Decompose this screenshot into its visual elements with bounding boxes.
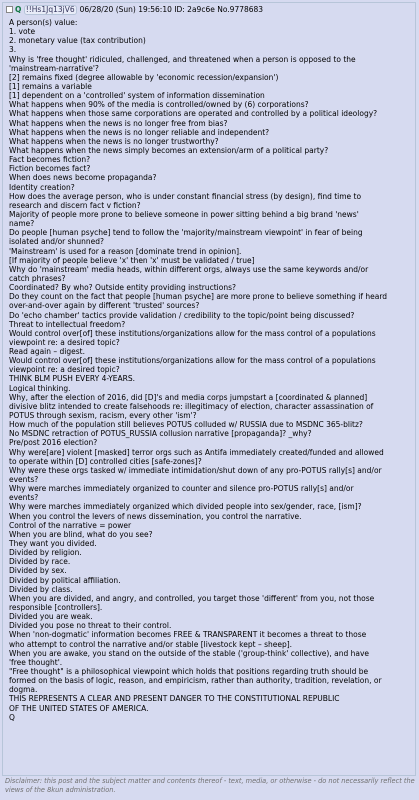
post-line: [If majority of people believe 'x' then 'x' must be validated / true] bbox=[9, 255, 255, 265]
post-line: Threat to intellectual freedom? bbox=[9, 319, 126, 329]
post-line: events? bbox=[9, 475, 39, 485]
post-line: events? bbox=[9, 493, 39, 503]
post-line: When does news become propaganda? bbox=[9, 173, 157, 183]
post-line: [1] dependent on a 'controlled' system of information dissemination bbox=[9, 91, 265, 101]
post-line: Do they count on the fact that people [human psyche] are more prone to believe something if heard bbox=[9, 292, 388, 302]
post-line: Divided you pose no threat to their control. bbox=[9, 621, 172, 631]
post-number-link[interactable]: No.9778683 bbox=[217, 5, 264, 14]
post-line: viewpoint re: a desired topic? bbox=[9, 337, 120, 347]
post-line: Divided by sex. bbox=[9, 566, 67, 576]
post-line: divisive blitz intended to create falsehoods re: illegitimacy of election, character assassination of bbox=[9, 401, 374, 411]
post-line: 'free thought'. bbox=[9, 657, 63, 667]
post-line: over-and-over again by different 'trusted' sources? bbox=[9, 301, 200, 311]
post-line: What happens when the news is no longer trustworthy? bbox=[9, 136, 219, 146]
post-line: Why is 'free thought' ridiculed, challenged, and threatened when a person is opposed to the bbox=[9, 54, 356, 64]
post-line: What happens when the news is no longer free from bias? bbox=[9, 118, 228, 128]
post-line: isolated and/or shunned? bbox=[9, 237, 104, 247]
post-line: research and discern fact v fiction? bbox=[9, 200, 141, 210]
post-line: How much of the population still believes POTUS colluded w/ RUSSIA due to MSDNC 365-blitz? bbox=[9, 420, 363, 430]
post-line: viewpoint re: a desired topic? bbox=[9, 365, 120, 375]
poster-id[interactable]: ID: 2a9c6e bbox=[174, 5, 215, 14]
post-line: 1. vote bbox=[9, 27, 36, 37]
post-line: No MSDNC retraction of POTUS_RUSSIA collusion narrative [propaganda]? _why? bbox=[9, 429, 312, 439]
post-line: OF THE UNITED STATES OF AMERICA. bbox=[9, 703, 149, 713]
post-line: dogma. bbox=[9, 685, 38, 695]
post-line: Why were[are] violent [masked] terror orgs such as Antifa immediately created/funded and allowed bbox=[9, 447, 384, 457]
post-line: When 'non-dogmatic' information becomes FREE & TRANSPARENT it becomes a threat to those bbox=[9, 630, 367, 640]
post-line: responsible [controllers]. bbox=[9, 603, 103, 612]
post-line: THINK BLM PUSH EVERY 4-YEARS. bbox=[9, 374, 136, 384]
poster-name: Q bbox=[15, 5, 22, 14]
post-line: Divided you are weak. bbox=[9, 612, 93, 622]
post-line: Majority of people more prone to believe someone in power sitting behind a big brand 'news' bbox=[9, 209, 359, 219]
post-line: 'Mainstream' is used for a reason [dominate trend in opinion]. bbox=[9, 246, 242, 256]
post-line: A person(s) value: bbox=[9, 18, 78, 27]
disclaimer-text: Disclaimer: this post and the subject matter and contents thereof - text, media, or otherwise - do not necessarily reflect the views of the 8kun administration. bbox=[5, 777, 415, 794]
post-line: What happens when the news is no longer reliable and independent? bbox=[9, 127, 270, 137]
user-id-badge[interactable]: !!Hs1Jq13jV6 bbox=[25, 5, 75, 14]
post-line: Why were marches immediately organized to counter and silence pro-POTUS rally[s] and/or bbox=[9, 484, 354, 494]
post-line: who attempt to control the narrative and/or stable [livestock kept – sheep]. bbox=[9, 639, 293, 649]
post-line: Logical thinking. bbox=[9, 383, 71, 393]
post-line: Identity creation? bbox=[9, 182, 75, 192]
post-datetime: 06/28/20 (Sun) 19:56:10 bbox=[79, 5, 172, 14]
post-body bbox=[9, 18, 413, 722]
post-line: Q bbox=[9, 712, 15, 722]
post-line: Divided by race. bbox=[9, 557, 71, 567]
post-line: Fiction becomes fact? bbox=[9, 164, 91, 174]
post-header bbox=[6, 5, 263, 15]
post-line: Read again – digest. bbox=[9, 347, 85, 357]
post-line: When you control the levers of news dissemination, you control the narrative. bbox=[9, 511, 302, 521]
post-line: What happens when 90% of the media is controlled/owned by (6) corporations? bbox=[9, 100, 309, 110]
post-line: Why, after the election of 2016, did [D]'s and media corps jumpstart a [coordinated & planned] bbox=[9, 392, 368, 402]
post-line: Why do 'mainstream' media heads, within different orgs, always use the same keywords and/or bbox=[9, 264, 369, 274]
post-line: Would control over[of] these institutions/organizations allow for the mass control of a populations bbox=[9, 328, 376, 338]
post-line: What happens when the news simply becomes an extension/arm of a political party? bbox=[9, 145, 329, 155]
post-line: Coordinated? By who? Outside entity providing instructions? bbox=[9, 283, 236, 293]
post-line: Why were these orgs tasked w/ immediate intimidation/shut down of any pro-POTUS rally[s] and/or bbox=[9, 465, 382, 475]
post-line: formed on the basis of logic, reason, and empiricism, rather than authority, tradition, revelation, or bbox=[9, 676, 382, 686]
post-line: Do 'echo chamber' tactics provide validation / credibility to the topic/point being discussed? bbox=[9, 310, 355, 320]
post-line: name? bbox=[9, 219, 35, 229]
post-line: POTUS through sexism, racism, every other 'ism'? bbox=[9, 411, 197, 421]
post-line: THIS REPRESENTS A CLEAR AND PRESENT DANGER TO THE CONSTITUTIONAL REPUBLIC bbox=[9, 694, 340, 704]
post-line: 3. bbox=[9, 45, 17, 55]
post-line: When you are blind, what do you see? bbox=[9, 529, 153, 539]
post-select-checkbox[interactable] bbox=[6, 6, 13, 13]
post-line: Why were marches immediately organized which divided people into sex/gender, race, [ism]? bbox=[9, 502, 362, 512]
post-line: What happens when those same corporations are operated and controlled by a political ideology? bbox=[9, 109, 378, 119]
post-line: Fact becomes fiction? bbox=[9, 155, 91, 165]
post-line: They want you divided. bbox=[9, 539, 97, 549]
post-line: catch phrases? bbox=[9, 273, 66, 283]
post-line: to operate within [D] controlled cities [safe-zones]? bbox=[9, 456, 202, 466]
post-line: When you are divided, and angry, and controlled, you target those 'different' from you, not those bbox=[9, 593, 375, 603]
post-line: Divided by religion. bbox=[9, 548, 82, 558]
post-line: 2. monetary value (tax contribution) bbox=[9, 36, 146, 46]
post-line: Divided by class. bbox=[9, 584, 73, 594]
post-line: Divided by political affiliation. bbox=[9, 575, 121, 585]
post-container bbox=[2, 2, 416, 776]
post-line: Control of the narrative = power bbox=[9, 520, 132, 530]
post-line: Pre/post 2016 election? bbox=[9, 438, 98, 448]
post-line: Do people [human psyche] tend to follow the 'majority/mainstream viewpoint' in fear of being bbox=[9, 228, 363, 238]
post-line: How does the average person, who is under constant financial stress (by design), find time to bbox=[9, 191, 362, 201]
post-line: [2] remains fixed (degree allowable by 'economic recession/expansion') bbox=[9, 72, 279, 82]
post-line: [1] remains a variable bbox=[9, 81, 92, 91]
post-line: When you are awake, you stand on the outside of the stable ('group-think' collective), and have bbox=[9, 648, 370, 658]
post-line: Would control over[of] these institutions/organizations allow for the mass control of a populations bbox=[9, 356, 376, 366]
post-line: 'mainstream-narrative'? bbox=[9, 63, 99, 73]
post-line: "Free thought" is a philosophical viewpoint which holds that positions regarding truth should be bbox=[9, 666, 369, 676]
